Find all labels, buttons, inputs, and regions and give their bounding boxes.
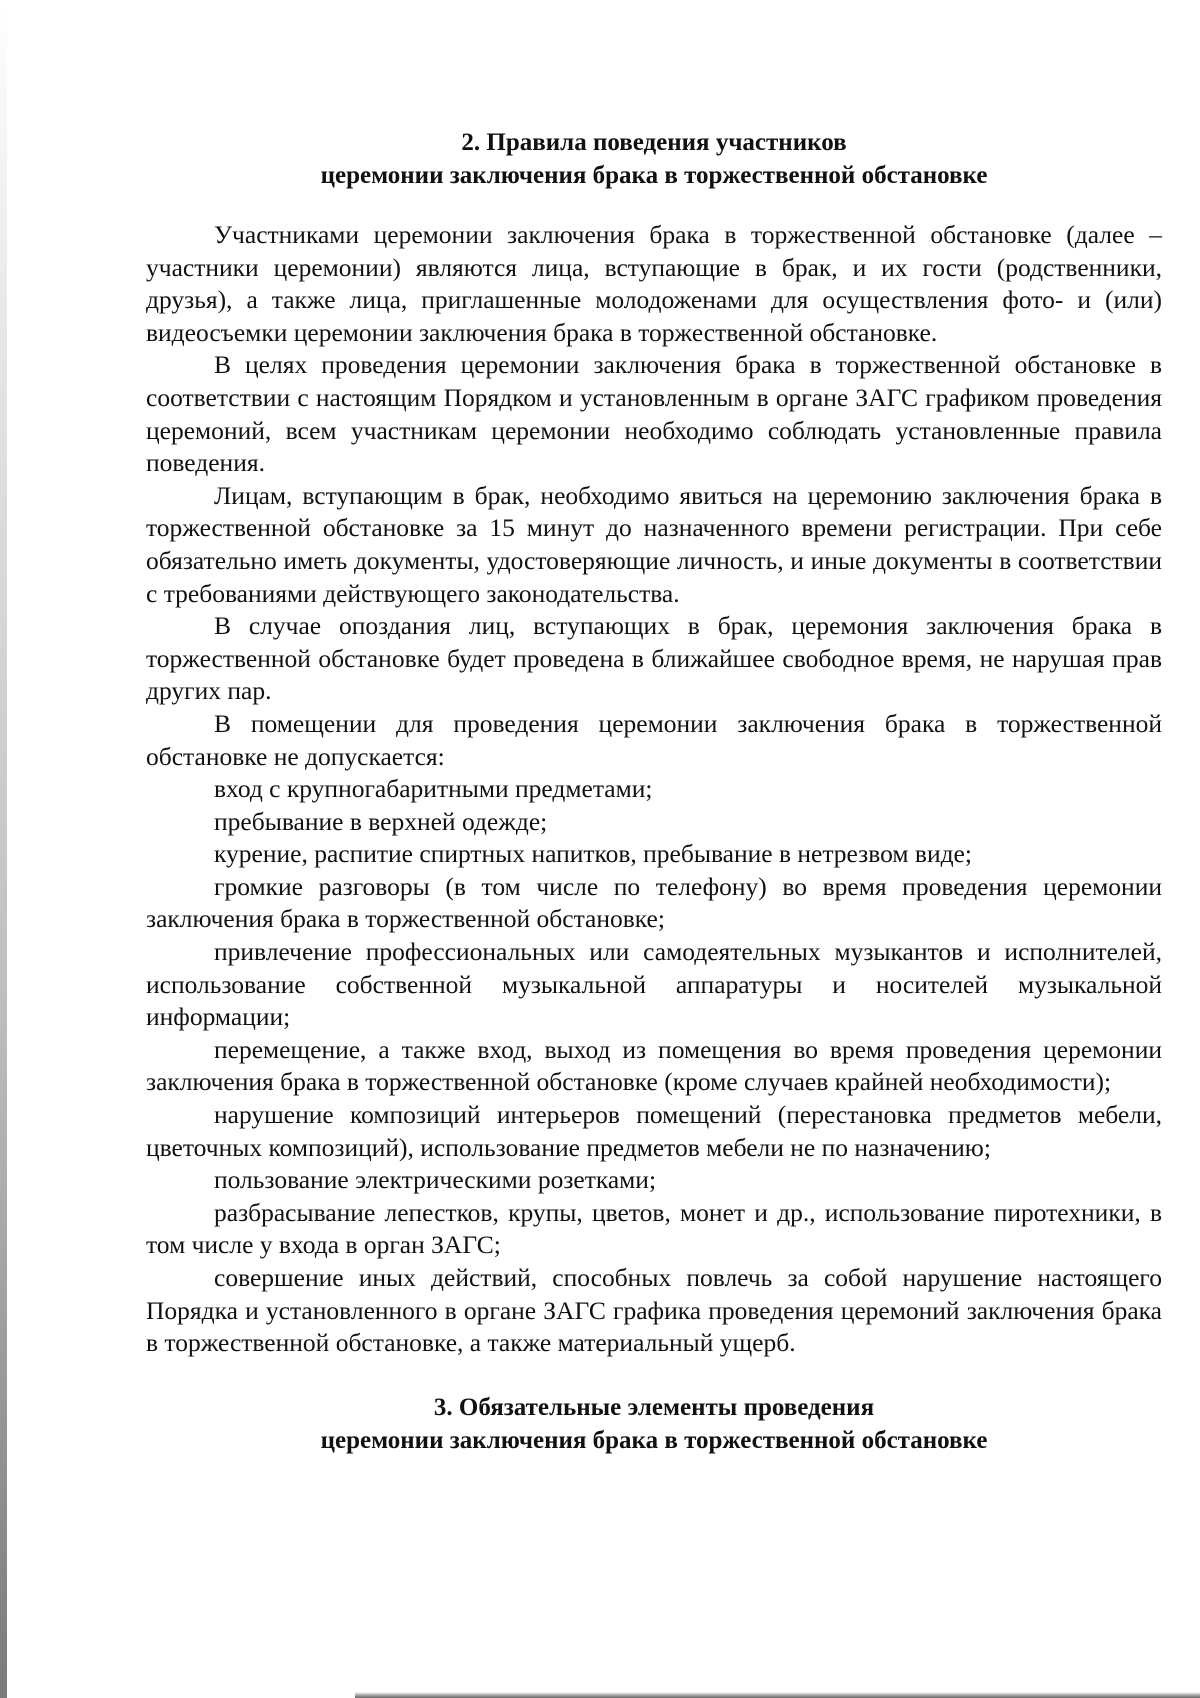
list-item: громкие разговоры (в том числе по телефону) во время проведения церемонии заключения брака в торжественной обстановке; (146, 871, 1162, 934)
list-item: привлечение профессиональных или самодеятельных музыкантов и исполнителей, использование собственной музыкальной аппаратуры и носителей музыкальной информации; (146, 937, 1162, 1032)
list-item: совершение иных действий, способных повлечь за собой нарушение настоящего Порядка и установленного в органе ЗАГС графика проведения церемоний заключения брака в торжественной обстановке, а также материальный ущерб. (146, 1263, 1162, 1358)
section-3-title-line-1: 3. Обязательные элементы проведения (433, 1393, 875, 1421)
list-item: нарушение композиций интерьеров помещений (перестановка предметов мебели, цветочных композиций), использование предметов мебели не по назначению; (146, 1100, 1162, 1162)
paragraph-lateness: В случае опоздания лиц, вступающих в брак, церемония заключения брака в торжественной обстановке будет проведена в ближайшее свободное время, не нарушая прав других пар. (146, 611, 1162, 706)
list-item: вход с крупногабаритными предметами; (214, 774, 653, 804)
section-2-heading (146, 126, 1162, 192)
list-item: курение, распитие спиртных напитков, пребывание в нетрезвом виде; (214, 839, 972, 869)
list-item: перемещение, а также вход, выход из помещения во время проведения церемонии заключения брака в торжественной обстановке (кроме случаев крайней необходимости); (146, 1034, 1162, 1097)
list-item: разбрасывание лепестков, крупы, цветов, монет и др., использование пиротехники, в том числе у входа в орган ЗАГС; (146, 1197, 1162, 1260)
paragraph-rules-purpose: В целях проведения церемонии заключения брака в торжественной обстановке в соответствии с настоящим Порядком и установленным в органе ЗАГС графиком проведения церемоний, всем участникам церемонии необходимо соблюдать установленные правила поведения. (146, 350, 1162, 478)
list-item: пребывание в верхней одежде; (214, 806, 548, 836)
section-2-title-line-1: 2. Правила поведения участников (461, 129, 847, 156)
section-3-heading (146, 1391, 1162, 1457)
paragraph-participants: Участниками церемонии заключения брака в торжественной обстановке (далее – участники церемонии) являются лица, вступающие в брак, и их гости (родственники, друзья), а также лица, приглашенные молодоженами для осуществления фото- и (или) видеосъемки церемонии заключения брака в торжественной обстановке. (146, 220, 1162, 347)
section-3-title-line-2: церемонии заключения брака в торжественной обстановке (320, 1426, 988, 1454)
list-item: пользование электрическими розетками; (214, 1165, 657, 1195)
document-page (146, 126, 1162, 1457)
prohibited-list (146, 773, 1162, 1360)
paragraph-arrival: Лицам, вступающим в брак, необходимо явиться на церемонию заключения брака в торжественной обстановке за 15 минут до назначенного времени регистрации. При себе обязательно иметь документы, удостоверяющие личность, и иные документы в соответствии с требованиями действующего законодательства. (146, 480, 1162, 608)
scan-shadow-bottom (355, 1692, 1200, 1698)
section-2-title-line-2: церемонии заключения брака в торжественной обстановке (320, 162, 988, 189)
scan-shadow-left (0, 0, 7, 1698)
paragraph-prohibitions-intro: В помещении для проведения церемонии заключения брака в торжественной обстановке не допускается: (146, 708, 1162, 771)
